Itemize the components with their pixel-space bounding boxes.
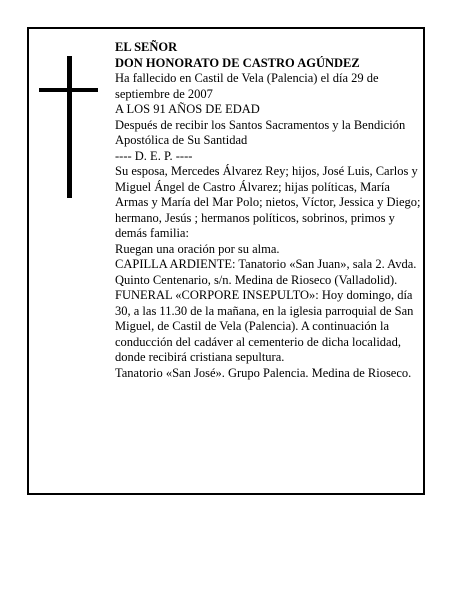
death-notice: Ha fallecido en Castil de Vela (Palencia) el día 29 de septiembre de 2007 [115,71,379,101]
family-list: Su esposa, Mercedes Álvarez Rey; hijos, José Luis, Carlos y Miguel Ángel de Castro Álvarez; hijas políticas, María Armas y María del Mar Polo; nietos, Víctor, Jessica y Diego; hermano, Jesús ; hermanos políticos, sobrinos, primos y demás familia: [115,164,421,240]
rip-line: ---- D. E. P. ---- [115,148,193,163]
funeral-info: FUNERAL «CORPORE INSEPULTO»: Hoy domingo, día 30, a las 11.30 de la mañana, en la iglesia parroquial de San Miguel, de Castil de Vela (Palencia). A continuación la conducción del cadáver al cementerio de dicha localidad, donde recibirá cristiana sepultura. [115,288,414,364]
sacraments-line: Después de recibir los Santos Sacramentos y la Bendición Apostólica de Su Santidad [115,117,406,147]
obituary-notice [27,27,425,495]
deceased-name: DON HONORATO DE CASTRO AGÚNDEZ [115,55,360,70]
prayer-request: Ruegan una oración por su alma. [115,241,280,256]
funeral-home-info: Tanatorio «San José». Grupo Palencia. Medina de Rioseco. [115,365,412,380]
chapel-info: CAPILLA ARDIENTE: Tanatorio «San Juan», sala 2. Avda. Quinto Centenario, s/n. Medina de Rioseco (Valladolid). [115,257,417,287]
heading-title: EL SEÑOR [115,40,178,54]
cross-horizontal-bar [39,88,98,92]
age-line: A LOS 91 AÑOS DE EDAD [115,102,260,116]
obituary-text [115,40,421,381]
cross-vertical-bar [67,56,72,198]
